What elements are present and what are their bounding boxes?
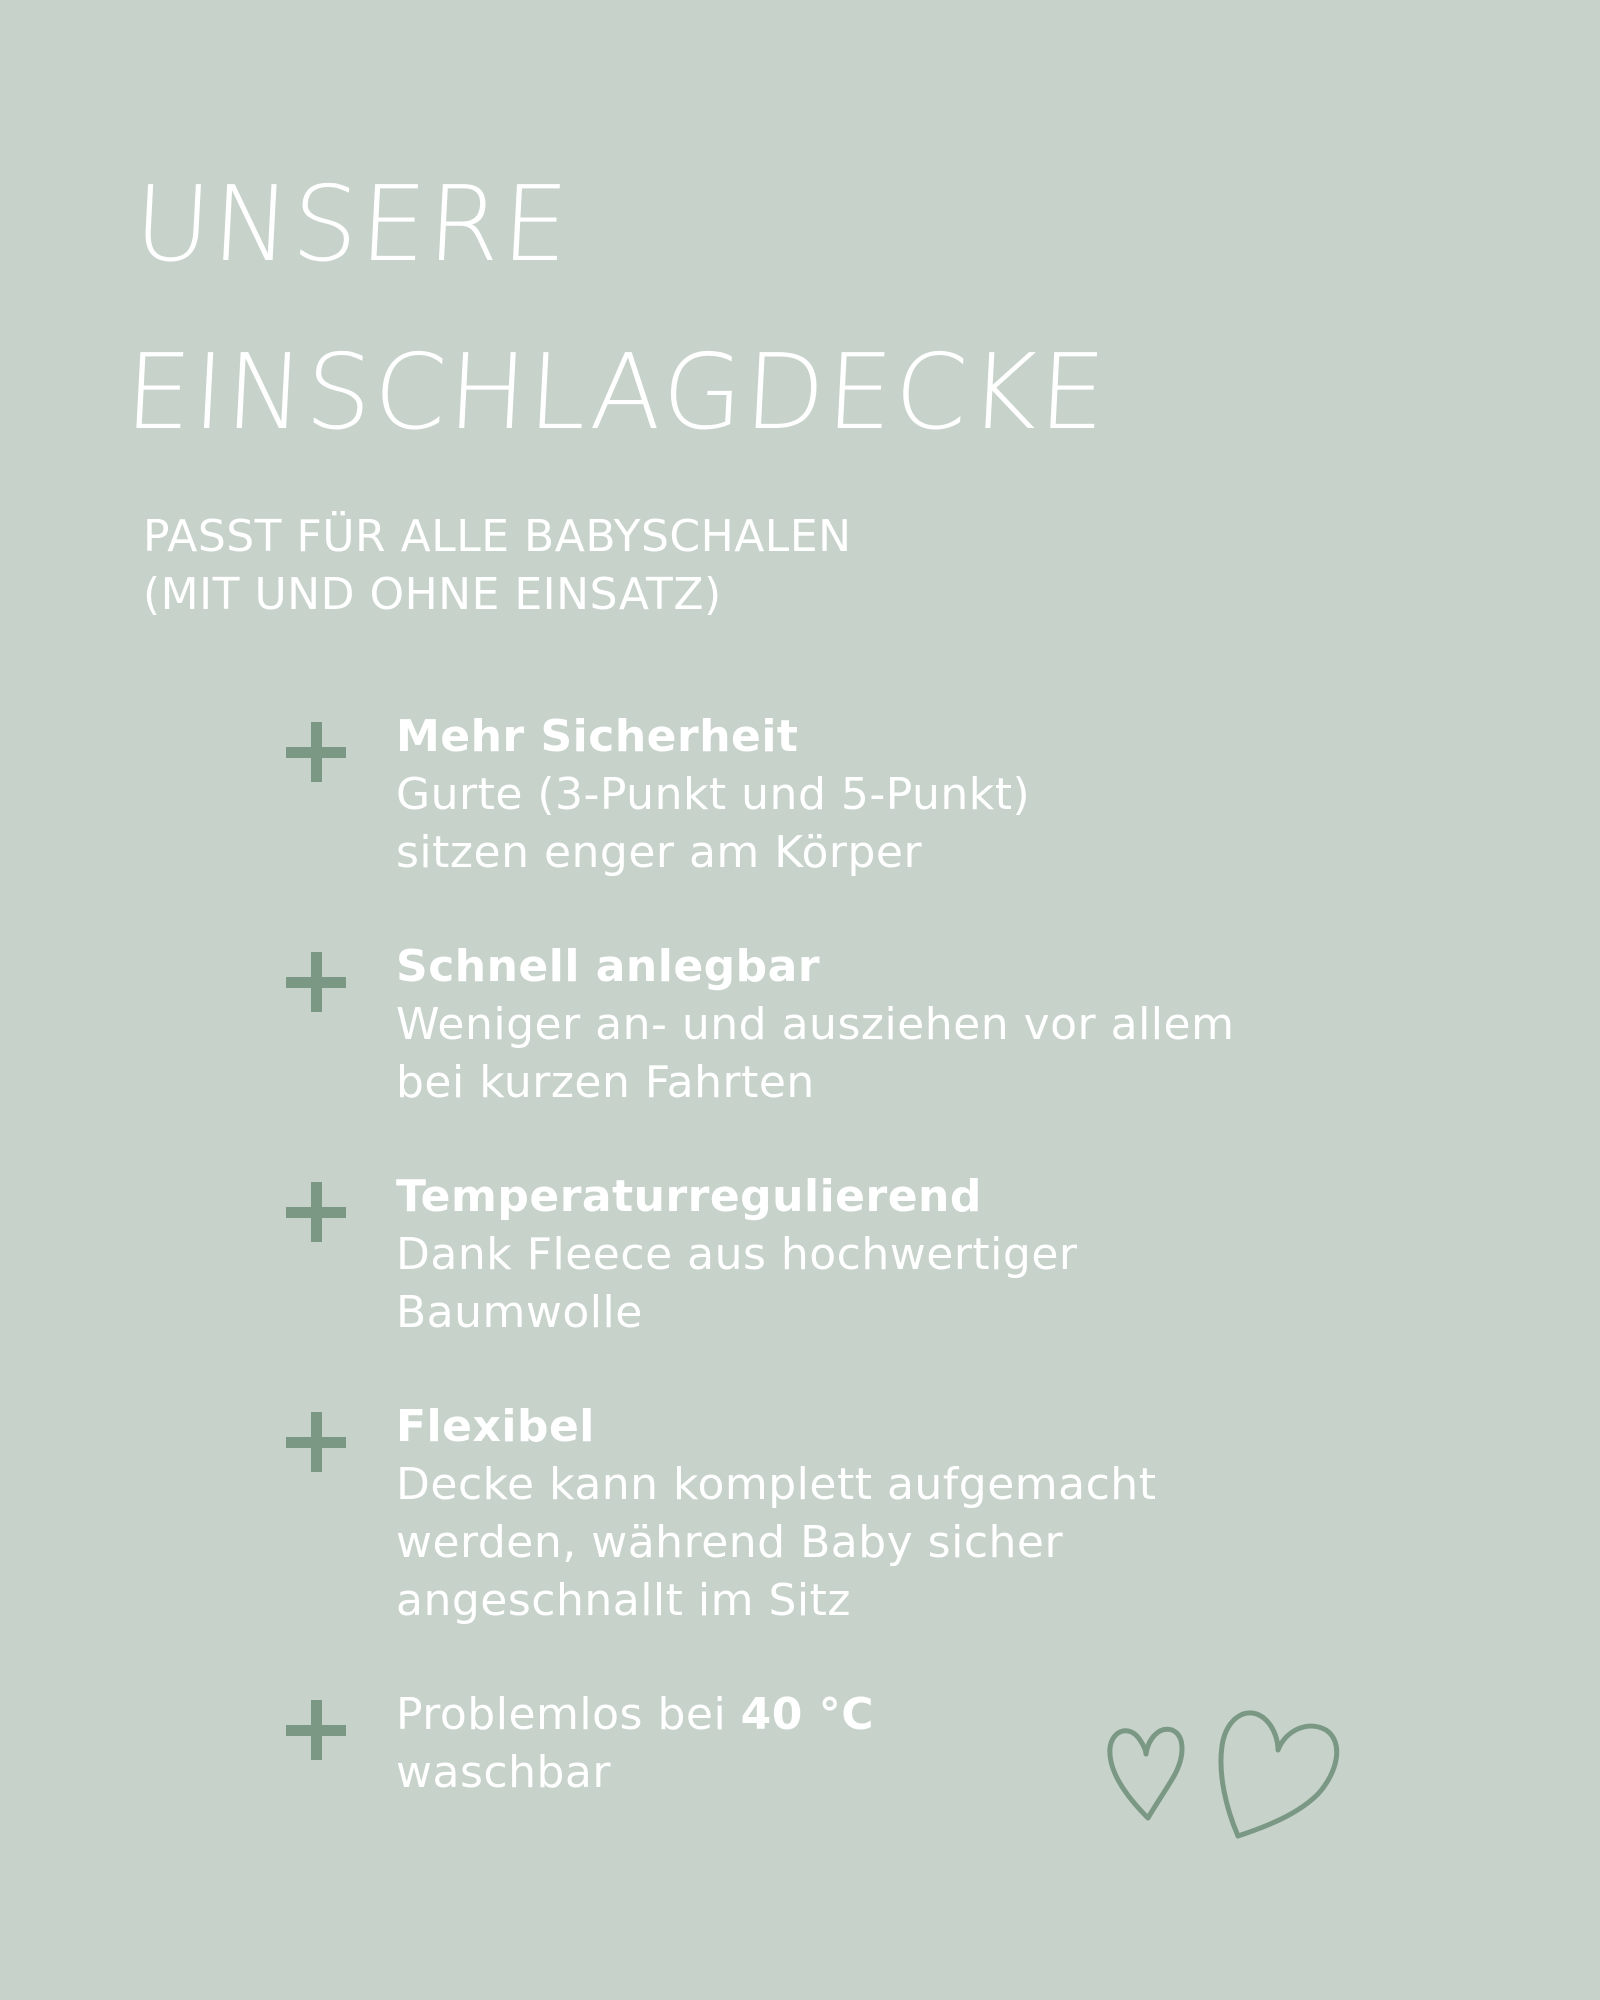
subtitle xyxy=(143,508,852,624)
page-title xyxy=(121,140,1120,476)
feature-description-line: Gurte (3-Punkt und 5-Punkt) xyxy=(396,769,1031,820)
feature-text xyxy=(396,938,1234,1112)
plus-icon xyxy=(286,722,346,782)
feature-description-line: Weniger an- und ausziehen vor allem xyxy=(396,999,1235,1050)
plus-icon xyxy=(286,952,346,1012)
feature-description-line: werden, während Baby sicher xyxy=(396,1517,1064,1568)
feature-description-line: bei kurzen Fahrten xyxy=(396,1057,815,1108)
feature-heading: Mehr Sicherheit xyxy=(396,711,799,762)
feature-description-line: Decke kann komplett aufgemacht xyxy=(396,1459,1157,1510)
feature-heading: Schnell anlegbar xyxy=(396,941,821,992)
hearts-icon xyxy=(1100,1690,1360,1850)
small-heart-icon xyxy=(1110,1729,1182,1818)
feature-description-line xyxy=(396,1686,874,1744)
large-heart-icon xyxy=(1221,1713,1337,1836)
feature-description-line: Baumwolle xyxy=(396,1287,643,1338)
feature-description-line: Dank Fleece aus hochwertiger xyxy=(396,1229,1078,1280)
title-line-1: UNSERE xyxy=(131,163,574,285)
feature-description-line: angeschnallt im Sitz xyxy=(396,1575,851,1626)
plus-icon xyxy=(286,1412,346,1472)
plus-icon xyxy=(286,1182,346,1242)
title-line-2: EINSCHLAGDECKE xyxy=(122,331,1111,453)
subtitle-line-1: PASST FÜR ALLE BABYSCHALEN xyxy=(143,511,852,562)
wash-temperature: 40 °C xyxy=(740,1689,874,1740)
feature-text xyxy=(396,1398,1156,1630)
subtitle-line-2: (MIT UND OHNE EINSATZ) xyxy=(143,569,722,620)
feature-description-line: sitzen enger am Körper xyxy=(396,827,923,878)
feature-heading: Temperaturregulierend xyxy=(396,1171,982,1222)
plus-icon xyxy=(286,1700,346,1760)
feature-text xyxy=(396,1686,874,1802)
feature-description-line: waschbar xyxy=(396,1747,611,1798)
wash-prefix: Problemlos bei xyxy=(396,1689,741,1740)
feature-heading: Flexibel xyxy=(396,1401,595,1452)
feature-text xyxy=(396,708,1030,882)
feature-text xyxy=(396,1168,1077,1342)
